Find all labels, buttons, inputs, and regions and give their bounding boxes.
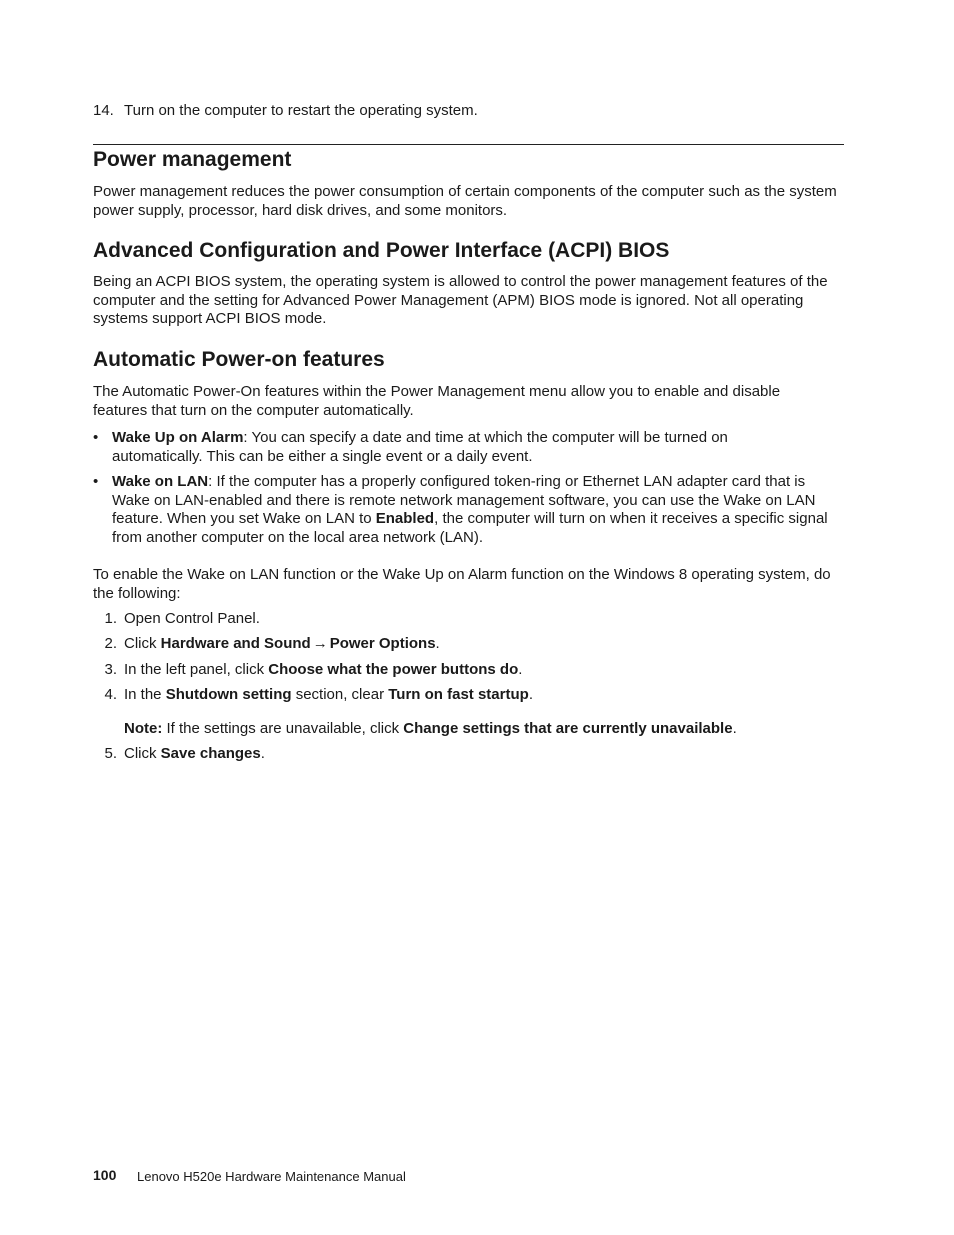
bullet-term: Wake on LAN (112, 473, 209, 490)
step-number: 4. (104, 686, 117, 703)
section-heading: Automatic Power-on features (93, 348, 385, 371)
page-number: 100 (93, 1167, 117, 1183)
section-heading: Advanced Configuration and Power Interface (ACPI) BIOS (93, 239, 670, 262)
arrow-icon: → (312, 635, 328, 652)
step-number: 5. (104, 745, 117, 762)
bullet-marker: • (93, 473, 99, 490)
bullet-marker: • (93, 429, 99, 446)
step-number: 14. (93, 102, 114, 119)
step-text: Open Control Panel. (124, 610, 260, 627)
step-number: 3. (104, 661, 117, 678)
paragraph: To enable the Wake on LAN function or the Wake Up on Alarm function on the Windows 8 operating system, do the following: (93, 566, 831, 602)
section-heading: Power management (93, 148, 292, 171)
step-text: In the left panel, click Choose what the power buttons do. (124, 661, 523, 678)
step-text: Click Save changes. (124, 745, 265, 762)
step-number: 1. (104, 610, 117, 627)
footer-title: Lenovo H520e Hardware Maintenance Manual (137, 1169, 406, 1184)
step-number: 2. (104, 635, 117, 652)
paragraph: Power management reduces the power consumption of certain components of the computer such as the system power supply, processor, hard disk drives, and some monitors. (93, 183, 837, 219)
list-item: Wake Up on Alarm: You can specify a date and time at which the computer will be turned on automatically. This can be either a single event or a daily event. (112, 429, 728, 465)
step-text: In the Shutdown setting section, clear Turn on fast startup. (124, 686, 533, 703)
note: Note: If the settings are unavailable, click Change settings that are currently unavailable. (124, 720, 737, 737)
paragraph: Being an ACPI BIOS system, the operating system is allowed to control the power management features of the computer and the setting for Advanced Power Management (APM) BIOS mode is ignored. Not all operating systems support ACPI BIOS mode. (93, 273, 828, 328)
step-text: Turn on the computer to restart the operating system. (124, 102, 478, 119)
note-label: Note: (124, 720, 163, 737)
section-divider (93, 144, 844, 145)
list-item: Wake on LAN: If the computer has a properly configured token-ring or Ethernet LAN adapter card that is Wake on LAN-enabled and there is remote network management software, you can use the Wake on LAN feature. When you set Wake on LAN to Enabled, the computer will turn on when it receives a specific signal from another computer on the local area network (LAN). (112, 473, 828, 546)
step-text: Click Hardware and Sound → Power Options. (124, 635, 440, 652)
bullet-term: Wake Up on Alarm (112, 429, 244, 446)
paragraph: The Automatic Power-On features within the Power Management menu allow you to enable and disable features that turn on the computer automatically. (93, 383, 781, 419)
